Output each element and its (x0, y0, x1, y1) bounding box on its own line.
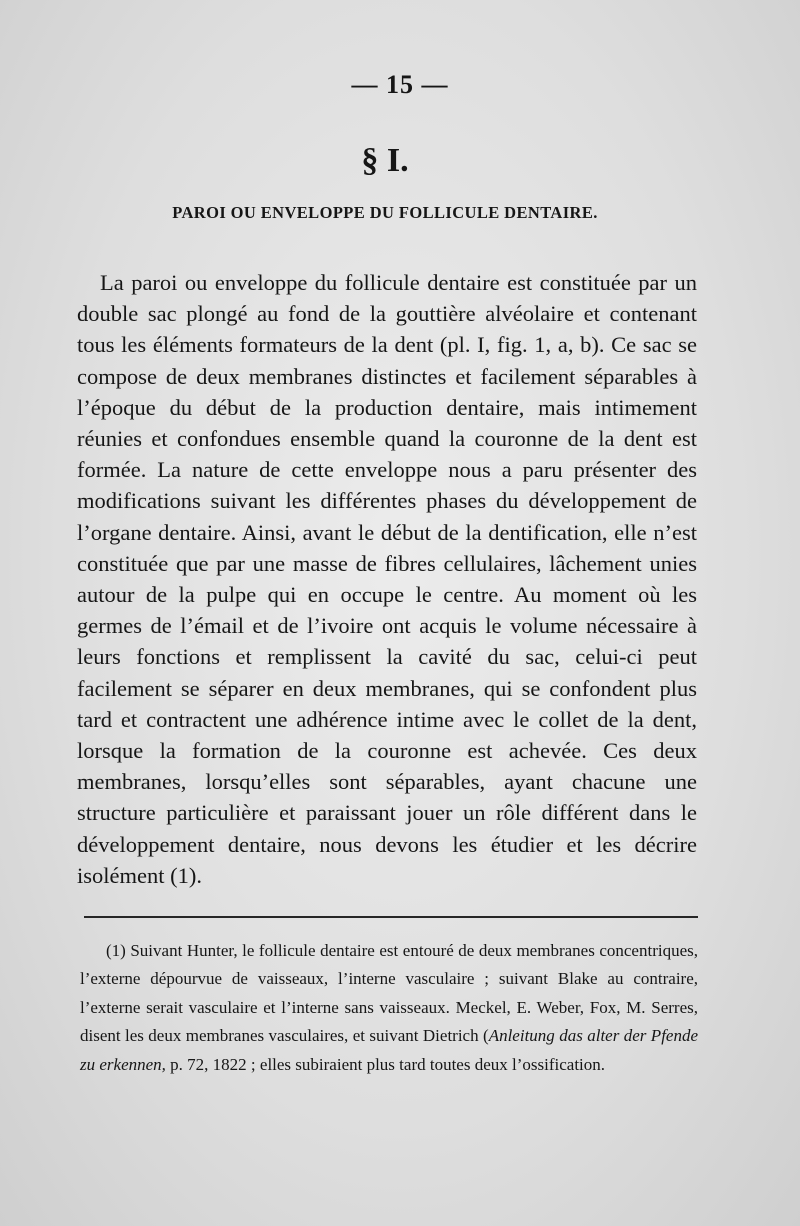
section-heading: § I. (361, 142, 409, 179)
section-title: PAROI OU ENVELOPPE DU FOLLICULE DENTAIRE. (172, 203, 598, 222)
footnote-divider (84, 916, 698, 918)
body-paragraph: La paroi ou enveloppe du follicule dentaire est constituée par un double sac plongé au fond de la gouttière alvéolaire et contenant tous les éléments formateurs de la dent (pl. I, fig. 1, a, b). Ce sac se compose de deux membranes distinctes et facilement séparables à l’époque du début de la production dentaire, mais intimement réunies et confondues ensemble quand la couronne de la dent est formée. La nature de cette enveloppe nous a paru présenter des modifications suivant les différentes phases du développement de l’organe dentaire. Ainsi, avant le début de la dentification, elle n’est constituée que par une masse de fibres cellulaires, lâchement unies autour de la pulpe qui en occupe le centre. Au moment où les germes de l’émail et de l’ivoire ont acquis le volume nécessaire à leurs fonctions et remplissent la cavité du sac, celui-ci peut facilement se séparer en deux membranes, qui se confondent plus tard et contractent une adhérence intime avec le collet de la dent, lorsque la formation de la couronne est achevée. Ces deux membranes, lorsqu’elles sont séparables, ayant chacune une structure particulière et paraissant jouer un rôle différent dans le développement dentaire, nous devons les étudier et les décrire isolément (1). (77, 270, 697, 888)
footnote-text-before: (1) Suivant Hunter, le follicule dentaire est entouré de deux membranes concentriques, l’externe dépourvue de vaisseaux, l’interne vasculaire ; suivant Blake au contraire, l’externe serait vasculaire et l’interne sans vaisseaux. Meckel, E. Weber, Fox, M. Serres, disent les deux membranes vasculaires, et suivant Dietrich ( (80, 941, 698, 1046)
footnote (80, 937, 698, 1079)
page-number: — 15 — (351, 70, 449, 99)
footnote-italic-title: Anleitung das alter der Pfende zu erkennen, (80, 1026, 699, 1074)
footnote-text-after: p. 72, 1822 ; elles subiraient plus tard toutes deux l’ossification. (165, 1054, 606, 1074)
